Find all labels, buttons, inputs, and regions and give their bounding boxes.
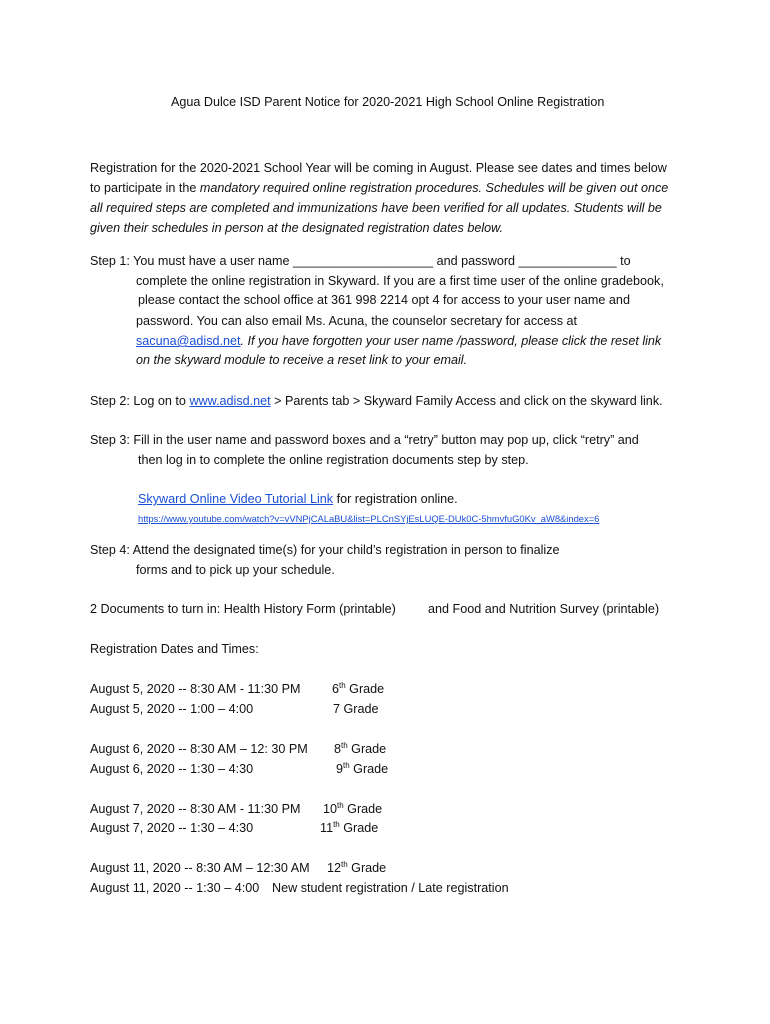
step3-line-2: then log in to complete the online registration documents step by step. — [138, 453, 529, 467]
schedule-grade: 6th Grade — [332, 681, 385, 696]
youtube-url-link[interactable]: https://www.youtube.com/watch?v=vVNPjCALaBU&list=PLCnSYjEsLUQE-DUk0C-5hmvfuG0Kv_aW8&index=6 — [138, 513, 600, 524]
schedule-grade: 9th Grade — [336, 761, 389, 776]
schedule-grade: 10th Grade — [323, 801, 383, 816]
schedule-date: August 11, 2020 -- 8:30 AM – 12:30 AM — [90, 861, 310, 875]
step4-line-1: Step 4: Attend the designated time(s) for your child’s registration in person to finalize — [90, 543, 560, 557]
schedule-date: August 7, 2020 -- 8:30 AM - 11:30 PM — [90, 802, 301, 816]
schedule-grade: 12th Grade — [327, 860, 387, 875]
schedule-grade: 7 Grade — [333, 702, 379, 716]
video-line — [138, 491, 458, 507]
schedule-date: August 6, 2020 -- 1:30 – 4:30 — [90, 762, 254, 776]
intro-line-2-plain: to participate in the — [90, 181, 200, 195]
intro-line-2-italic: mandatory required online registration procedures. Schedules will be given out once — [199, 181, 669, 195]
step1-line-5-rest: . If you have forgotten your user name /password, please click the reset link — [240, 334, 662, 348]
page-title: Agua Dulce ISD Parent Notice for 2020-2021 High School Online Registration — [171, 95, 605, 109]
video-suffix: for registration online. — [333, 492, 458, 506]
schedule-date: August 6, 2020 -- 8:30 AM – 12: 30 PM — [90, 742, 308, 756]
late-registration-date: August 11, 2020 -- 1:30 – 4:00 — [90, 881, 260, 895]
step1-line-5 — [136, 333, 661, 349]
late-registration-text: New student registration / Late registration — [272, 881, 509, 895]
schedule-date: August 7, 2020 -- 1:30 – 4:30 — [90, 821, 254, 835]
step1-line-6: on the skyward module to receive a reset link to your email. — [136, 353, 468, 367]
documents-left: 2 Documents to turn in: Health History Form (printable) — [90, 602, 396, 616]
step2-prefix: Step 2: Log on to — [90, 394, 190, 408]
step1-line-4: password. You can also email Ms. Acuna, the counselor secretary for access at — [136, 314, 578, 328]
documents-right: and Food and Nutrition Survey (printable) — [428, 602, 660, 616]
intro-line-4: given their schedules in person at the designated registration dates below. — [90, 221, 504, 235]
step4-line-2: forms and to pick up your schedule. — [136, 563, 335, 577]
intro-line-2 — [90, 180, 668, 196]
intro-line-1: Registration for the 2020-2021 School Year will be coming in August. Please see dates and times below — [90, 161, 667, 175]
email-link[interactable]: sacuna@adisd.net — [136, 334, 241, 348]
intro-line-3: all required steps are completed and immunizations have been verified for all updates. Students will be — [90, 201, 662, 215]
step3-line-1: Step 3: Fill in the user name and password boxes and a “retry” button may pop up, click “retry” and — [90, 433, 639, 447]
dates-heading: Registration Dates and Times: — [90, 642, 259, 656]
step1-line-3: please contact the school office at 361 998 2214 opt 4 for access to your user name and — [138, 293, 630, 307]
schedule-grade: 11th Grade — [320, 820, 379, 835]
step2-suffix: > Parents tab > Skyward Family Access and click on the skyward link. — [270, 394, 663, 408]
video-tutorial-link[interactable]: Skyward Online Video Tutorial Link — [138, 492, 334, 506]
step1-line-2: complete the online registration in Skyward. If you are a first time user of the online gradebook, — [136, 274, 664, 288]
schedule-date: August 5, 2020 -- 1:00 – 4:00 — [90, 702, 254, 716]
schedule-grade: 8th Grade — [334, 741, 387, 756]
step2-line — [90, 393, 663, 409]
website-link[interactable]: www.adisd.net — [189, 394, 271, 408]
step1-line-1: Step 1: You must have a user name ____________________ and password ______________ to — [90, 254, 631, 268]
schedule-date: August 5, 2020 -- 8:30 AM - 11:30 PM — [90, 682, 301, 696]
